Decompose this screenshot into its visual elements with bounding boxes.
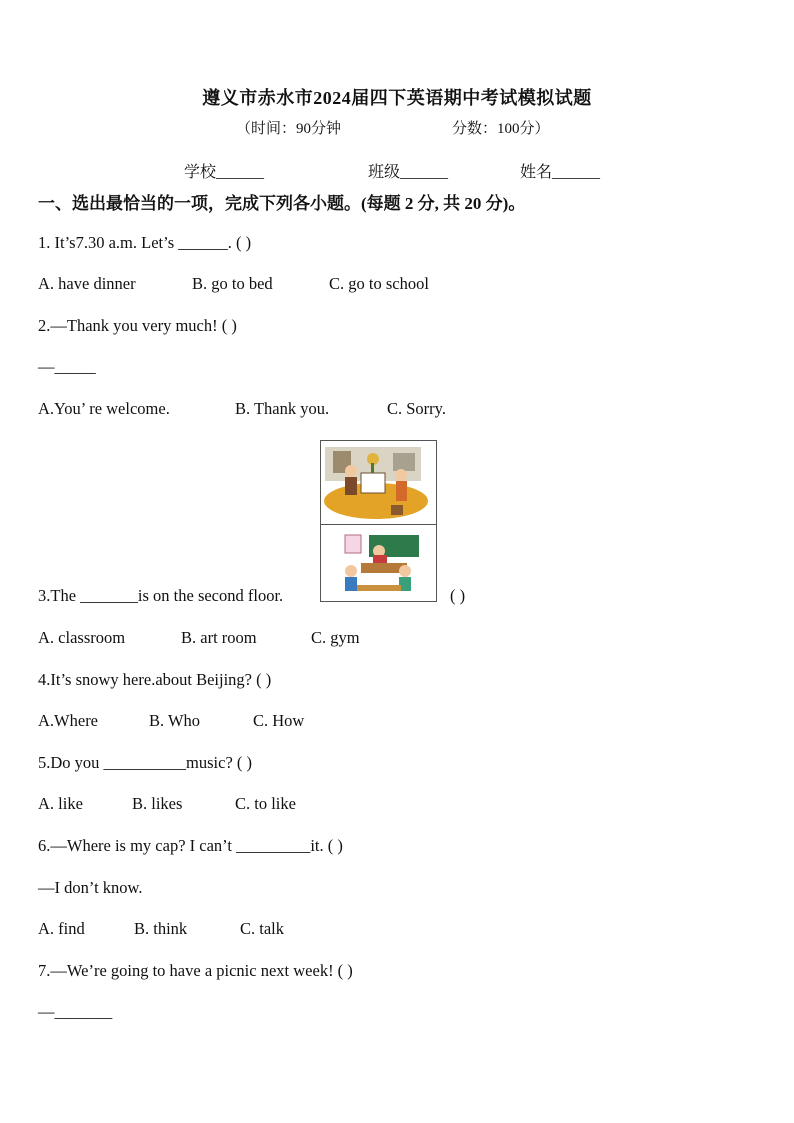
art-room-illustration	[321, 441, 436, 524]
question-4-option-a: A.Where	[38, 711, 99, 730]
question-2-option-a: A.You’ re welcome.	[38, 399, 170, 418]
exam-score: 分数：100分）	[452, 121, 550, 137]
question-1-option-a: A. have dinner	[38, 274, 136, 293]
question-3-answer-paren: ( )	[450, 586, 466, 605]
question-5-stem: 5.Do you __________music? ( )	[38, 753, 253, 772]
question-5-option-c: C. to like	[235, 794, 296, 813]
question-1-option-b: B. go to bed	[192, 274, 273, 293]
question-6-stem: 6.—Where is my cap? I can’t _________it. ( )	[38, 836, 343, 855]
question-4-option-c: C. How	[253, 711, 305, 730]
name-field: 姓名______	[520, 164, 601, 181]
question-6-reply: —I don’t know.	[38, 878, 143, 897]
question-3-stem: 3.The _______is on the second floor.	[38, 586, 284, 605]
question-5-option-a: A. like	[38, 794, 83, 813]
question-6-option-b: B. think	[134, 919, 188, 938]
section-heading: 一、选出最恰当的一项，完成下列各小题。(每题 2 分, 共 20 分)。	[38, 194, 526, 213]
question-2-reply: —_____	[38, 357, 96, 376]
school-field: 学校______	[184, 164, 265, 181]
question-4-stem: 4.It’s snowy here.about Beijing? ( )	[38, 670, 272, 689]
question-2-stem: 2.—Thank you very much! ( )	[38, 316, 237, 335]
question-2-option-c: C. Sorry.	[387, 399, 446, 418]
question-6-option-c: C. talk	[240, 919, 284, 938]
question-3-picture	[320, 440, 437, 602]
class-field: 班级______	[368, 164, 449, 181]
question-7-stem: 7.—We’re going to have a picnic next week! ( )	[38, 961, 353, 980]
page-title: 遵义市赤水市2024届四下英语期中考试模拟试题	[202, 88, 592, 108]
question-7-reply: —_______	[38, 1002, 113, 1021]
question-3-option-b: B. art room	[181, 628, 257, 647]
question-2-option-b: B. Thank you.	[235, 399, 330, 418]
classroom-illustration	[321, 525, 436, 601]
question-1-option-c: C. go to school	[329, 274, 429, 293]
question-4-option-b: B. Who	[149, 711, 201, 730]
question-3-option-a: A. classroom	[38, 628, 126, 647]
question-3-option-c: C. gym	[311, 628, 360, 647]
question-1-stem: 1. It’s7.30 a.m. Let’s ______. ( )	[38, 233, 252, 252]
question-6-option-a: A. find	[38, 919, 85, 938]
question-5-option-b: B. likes	[132, 794, 183, 813]
exam-time: （时间：90分钟	[236, 121, 342, 137]
